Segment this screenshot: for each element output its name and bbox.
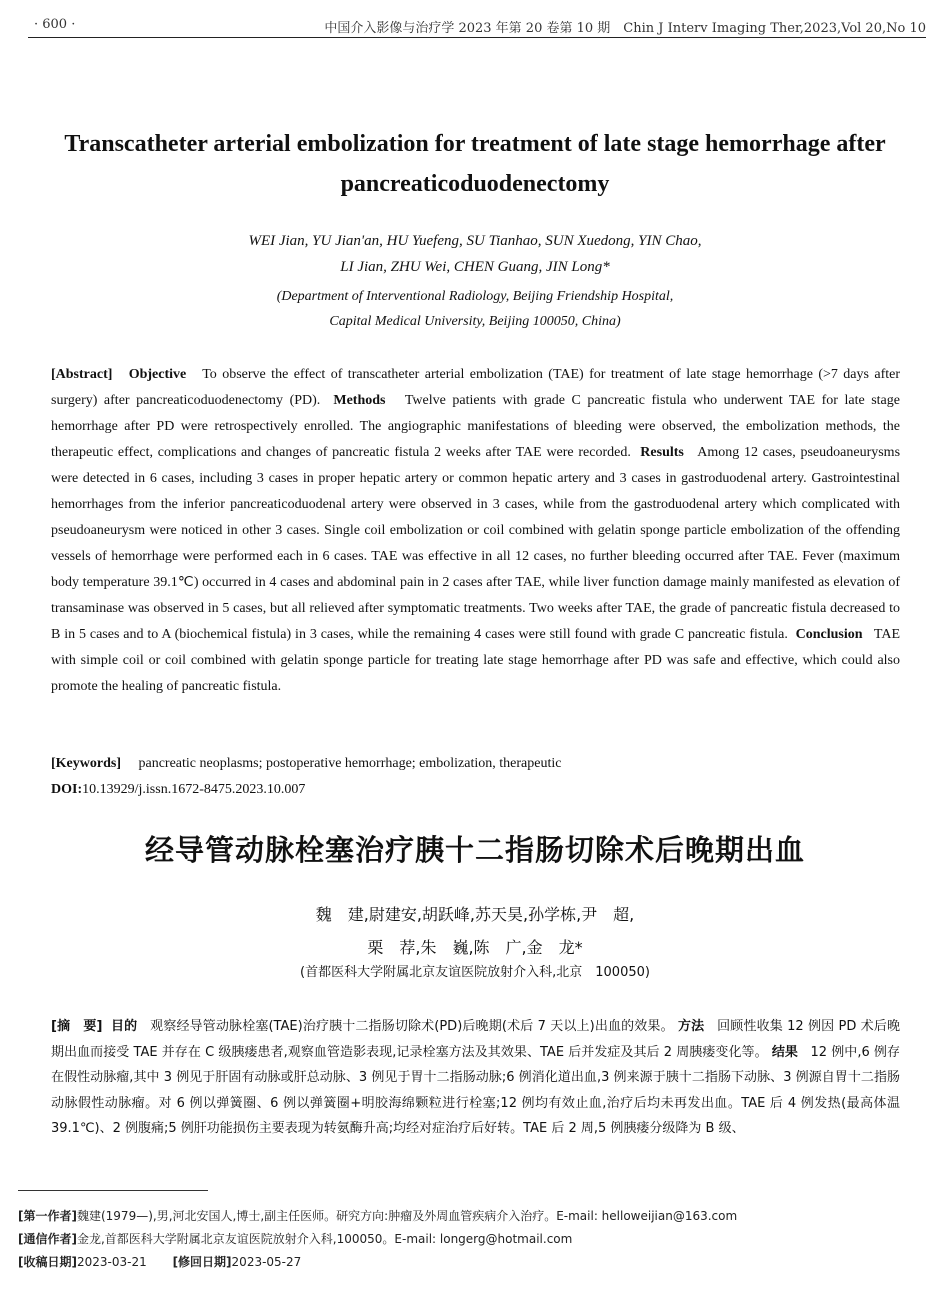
abstract-label: [Abstract]: [51, 367, 113, 382]
abstract-en: [51, 362, 900, 700]
footnote-label: [通信作者]: [18, 1232, 77, 1246]
objective-label: Objective: [128, 367, 187, 382]
footnote-text: 魏建(1979—),男,河北安国人,博士,副主任医师。研究方向:肿瘤及外周血管疾病介入治疗。E-mail: helloweijian@163.com: [76, 1209, 738, 1223]
author-list-en: [60, 228, 890, 280]
footnotes: [18, 1205, 918, 1274]
doi-label: DOI:: [51, 782, 83, 797]
journal-running-head: 中国介入影像与治疗学 2023 年第 20 卷第 10 期 Chin J Interv Imaging Ther,2023,Vol 20,No 10: [324, 21, 926, 36]
doi: [51, 777, 900, 803]
affiliation-en: [60, 284, 890, 334]
page-number: · 600 ·: [34, 17, 76, 32]
footnote-corresponding-author: [18, 1228, 918, 1251]
footnote-divider: [18, 1190, 208, 1191]
results-label: 结果: [771, 1044, 798, 1060]
methods-text: 回顾性收集 12 例因 PD 术后晚期出血而接受 TAE 并存在 C 级胰瘘患者,观察血管造影表现,记录栓塞方法及其效果、TAE 后并发症及其后 2 周胰瘘变化等。: [51, 1019, 900, 1060]
affiliation-line: (Department of Interventional Radiology, Beijing Friendship Hospital,: [276, 289, 674, 304]
footnote-first-author: [18, 1205, 918, 1228]
author-line: 栗 荐,朱 巍,陈 广,金 龙*: [367, 938, 583, 957]
conclusion-label: Conclusion: [795, 627, 863, 642]
abstract-label: [摘 要]: [51, 1019, 103, 1034]
author-line: 魏 建,尉建安,胡跃峰,苏天昊,孙学栋,尹 超,: [315, 905, 635, 924]
affiliation-cn: (首都医科大学附属北京友谊医院放射介入科,北京 100050): [300, 965, 650, 980]
received-date: 2023-03-21: [76, 1255, 147, 1269]
footnote-dates: [18, 1251, 918, 1274]
footnote-label: [第一作者]: [18, 1209, 77, 1223]
running-header: [28, 14, 926, 38]
revised-date: 2023-05-27: [231, 1255, 302, 1269]
article-title-en: Transcatheter arterial embolization for treatment of late stage hemorrhage after pancreaticoduodenectomy: [64, 131, 886, 197]
doi-value: 10.13929/j.issn.1672-8475.2023.10.007: [82, 782, 306, 797]
author-line: WEI Jian, YU Jian'an, HU Yuefeng, SU Tianhao, SUN Xuedong, YIN Chao,: [248, 233, 702, 249]
author-list-cn: [100, 898, 850, 964]
results-text: Among 12 cases, pseudoaneurysms were detected in 6 cases, including 3 cases in proper hepatic artery or common hepatic artery and 3 cases in gastroduodenal artery. Gastrointestinal hemorrhages from the inferior pancreaticoduodenal artery were observed in 3 cases, while from the gastroduodenal artery which complicated with pseudoaneurysm were noticed in other 3 cases. Single coil embolization or coil combined with gelatin sponge particle embolization of the offending vessels of hemorrhage were performed each in 6 cases. TAE was effective in all 12 cases, no further bleeding occurred after TAE. Fever (maximum body temperature 39.1℃) occurred in 4 cases and abdominal pain in 2 cases after TAE, while liver function damage mainly manifested as elevation of transaminase was observed in 5 cases, but all relieved after symptomatic treatments. Two weeks after TAE, the grade of pancreatic fistula decreased to B in 5 cases and to A (biochemical fistula) in 3 cases, while the remaining 4 cases were still found with grade C pancreatic fistula.: [51, 445, 901, 642]
footnote-text: 金龙,首都医科大学附属北京友谊医院放射介入科,100050。E-mail: longerg@hotmail.com: [76, 1232, 573, 1246]
methods-label: Methods: [333, 393, 386, 408]
results-label: Results: [640, 445, 684, 460]
methods-text: Twelve patients with grade C pancreatic fistula who underwent TAE for late stage hemorrhage after PD were retrospectively enrolled. The angiographic manifestations of bleeding were observed, the embolization methods, the therapeutic effect, complications and changes of pancreatic fistula 2 weeks after TAE were recorded.: [51, 393, 900, 460]
keywords-label: [Keywords]: [51, 756, 121, 771]
author-line: LI Jian, ZHU Wei, CHEN Guang, JIN Long*: [340, 259, 610, 275]
abstract-cn: [51, 1014, 900, 1142]
conclusion-text: TAE with simple coil or coil combined with gelatin sponge particle for treating late stage hemorrhage after PD was safe and effective, which could also promote the healing of pancreatic fistula.: [51, 627, 901, 694]
objective-text: To observe the effect of transcatheter arterial embolization (TAE) for treatment of late stage hemorrhage (>7 days after surgery) after pancreaticoduodenectomy (PD).: [51, 367, 901, 408]
affiliation-line: Capital Medical University, Beijing 100050, China): [329, 314, 621, 329]
keywords-en: [51, 751, 900, 777]
footnote-label: [收稿日期]: [18, 1255, 77, 1269]
objective-label: 目的: [111, 1019, 138, 1034]
results-text: 12 例中,6 例存在假性动脉瘤,其中 3 例见于肝固有动脉或肝总动脉、3 例见于胃十二指肠动脉;6 例消化道出血,3 例来源于胰十二指肠下动脉、3 例源自胃十二指肠动脉假性动脉瘤。对 6 例以弹簧圈、6 例以弹簧圈+明胶海绵颗粒进行栓塞;12 例均有效止血,治疗后均未再发出血。TAE 后 4 例发热(最高体温 39.1℃)、2 例腹痛;5 例肝功能损伤主要表现为转氨酶升高;均经对症治疗后好转。TAE 后 2 周,5 例胰瘘分级降为 B 级、: [51, 1044, 900, 1136]
footnote-label: [修回日期]: [172, 1255, 232, 1269]
methods-label: 方法: [678, 1019, 705, 1034]
keywords-text: pancreatic neoplasms; postoperative hemorrhage; embolization, therapeutic: [138, 756, 562, 771]
objective-text: 观察经导管动脉栓塞(TAE)治疗胰十二指肠切除术(PD)后晚期(术后 7 天以上)出血的效果。: [150, 1019, 674, 1034]
article-title-cn: 经导管动脉栓塞治疗胰十二指肠切除术后晚期出血: [144, 833, 805, 867]
